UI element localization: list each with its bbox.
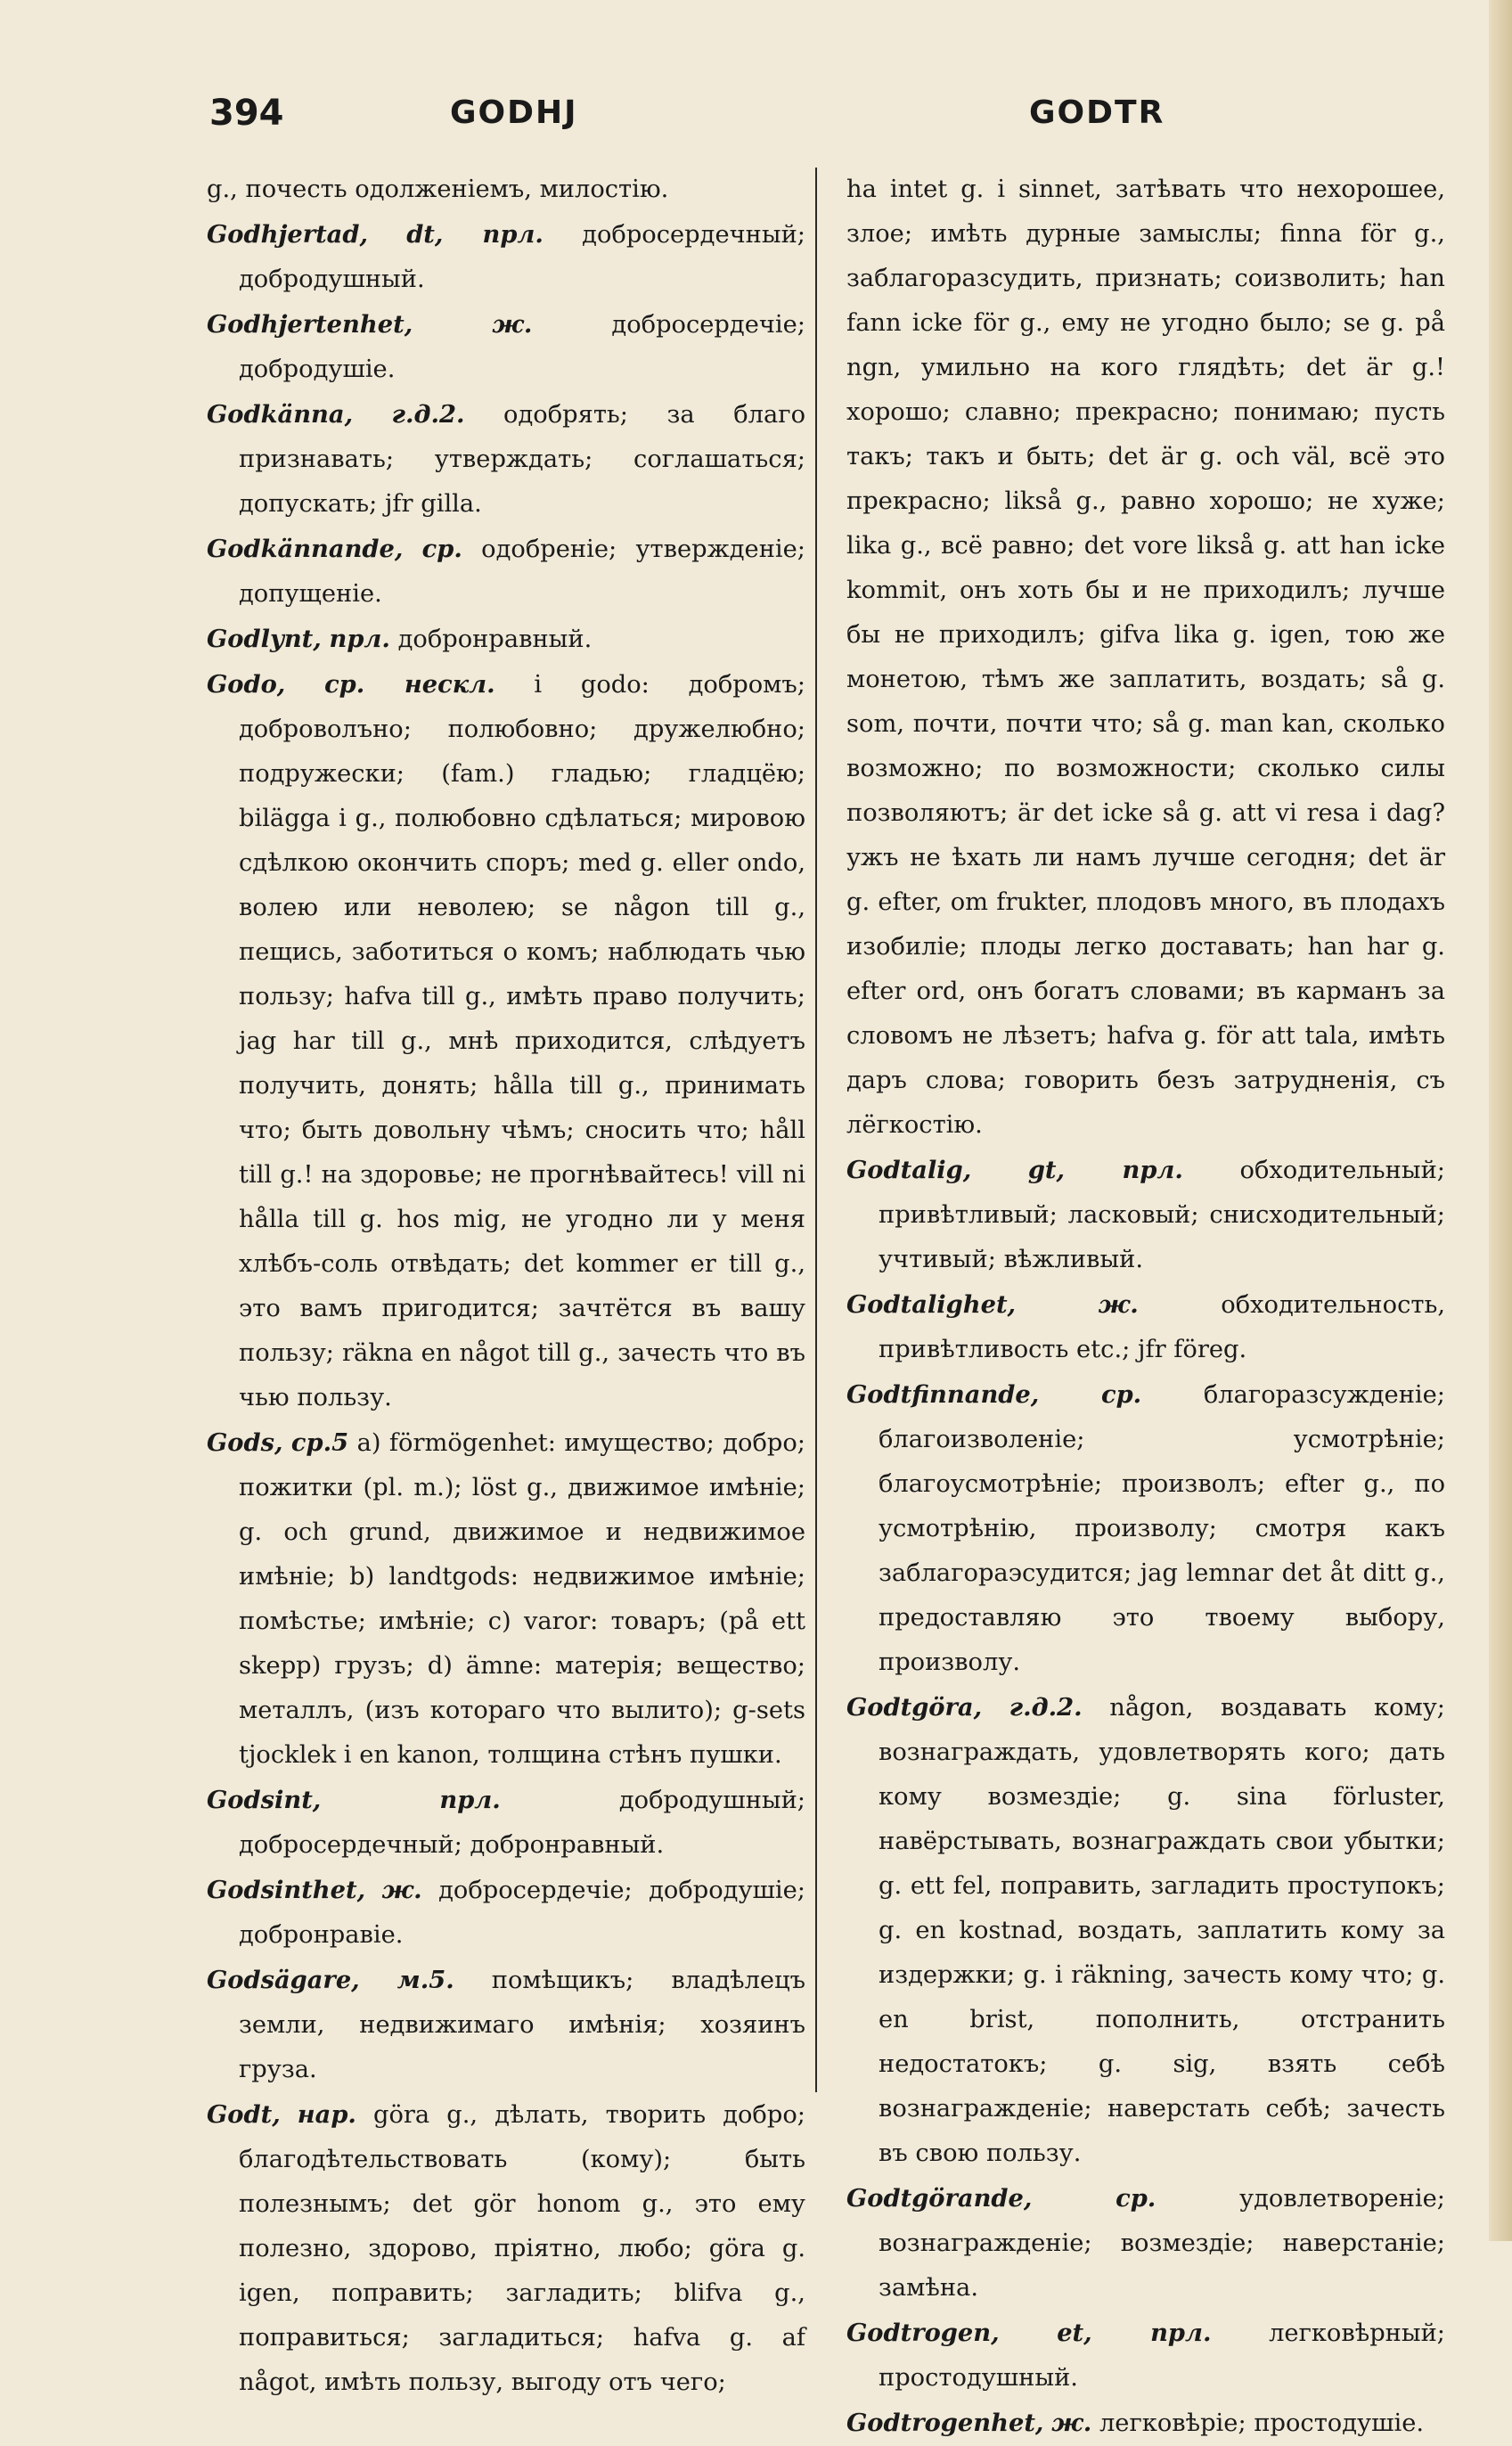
entry-definition: добродушный; добросердечный; добронравный. (239, 1787, 805, 1859)
entry-definition: добросердечный; добродушный. (239, 221, 805, 293)
entry-grammar: gt, прл. (1027, 1156, 1183, 1184)
entry-definition: добросердечіе; добродушіе; добронравіе. (239, 1877, 805, 1949)
dictionary-entry (207, 527, 805, 617)
dictionary-entry (846, 2176, 1445, 2311)
entry-grammar: прл. (439, 1786, 501, 1814)
page-edge (1489, 0, 1512, 2241)
entry-definition: i godo: добромъ; доброволъно; полюбовно; дружелюбно; подружески; (fam.) гладью; гладцёю; bilägga i g., полюбовно сдѣлаться; мировою сдѣлкою окончить споръ; med g. eller ondo, волею или неволею; se någon till g., пещись, заботиться о комъ; наблюдать чью пользу; hafva till g., имѣть право получить; jag har till g., мнѣ приходится, слѣдуетъ получить, донять; hålla till g., принимать что; быть довольну чѣмъ; сносить что; håll till g.! на здоровье; не прогнѣвайтесь! vill ni hålla till g. hos mig, не угодно ли у меня хлѣбъ-соль отвѣдать; det kommer er till g., это вамъ пригодится; зачтётся въ вашу пользу; räkna en något till g., зачесть что въ чью пользу. (239, 671, 805, 1411)
entry-definition: g., почесть одолженіемъ, милостію. (207, 176, 669, 203)
entry-headword: Godt, (207, 2100, 281, 2129)
entry-headword: Godtgörande, (846, 2184, 1033, 2213)
entry-grammar: г.д.2. (391, 400, 465, 429)
column-divider (815, 168, 817, 2092)
entry-headword: Godtrogen, (846, 2319, 1000, 2347)
dictionary-entry (207, 1420, 805, 1778)
entry-definition: одобреніе; утвержденіе; допущеніе. (239, 536, 805, 608)
entry-headword: Gods, (207, 1428, 283, 1457)
entry-grammar: ж. (1051, 2409, 1092, 2437)
entry-headword: Godtgöra, (846, 1693, 983, 1722)
entry-definition: обходительный; привѣтливый; ласковый; снисходительный; учтивый; вѣжливый. (879, 1157, 1445, 1273)
entry-headword: Godsägare, (207, 1966, 360, 1994)
entry-grammar: et, прл. (1057, 2319, 1212, 2347)
dictionary-entry (846, 1685, 1445, 2176)
dictionary-entry (207, 392, 805, 527)
entry-grammar: нар. (297, 2100, 356, 2129)
entry-definition: легковѣрный; простодушный. (879, 2319, 1445, 2392)
entry-headword: Godhjertenhet, (207, 310, 413, 339)
entry-headword: Godtalighet, (846, 1290, 1017, 1319)
entry-definition: göra g., дѣлать, творить добро; благодѣтельствовать (кому); быть полезнымъ; det gör honom g., это ему полезно, здорово, пріятно, любо; göra g. igen, поправить; загладить; blifva g., поправиться; загладиться; hafva g. af något, имѣть пользу, выгоду отъ чего; (239, 2101, 805, 2396)
dictionary-entry (846, 168, 1445, 1148)
entry-definition: a) förmögenhet: имущество; добро; пожитки (pl. m.); löst g., движимое имѣніе; g. och grund, движимое и недвижимое имѣніе; b) landtgods: недвижимое имѣніе; помѣстье; имѣніе; c) varor: товаръ; (på ett skepp) грузъ; d) ämne: матерія; вещество; металлъ, (изъ котораго что вылито); g-sets tjocklek i en kanon, толщина стѣнъ пушки. (239, 1429, 805, 1769)
entry-grammar: dt, прл. (406, 220, 544, 249)
entry-headword: Godhjertad, (207, 220, 368, 249)
entry-definition: помѣщикъ; владѣлецъ земли, недвижимаго имѣнія; хозяинъ груза. (239, 1967, 805, 2083)
entry-headword: Godkännande, (207, 535, 404, 563)
dictionary-entry (207, 1868, 805, 1958)
entry-definition: någon, воздавать кому; вознаграждать, удовлетворять кого; дать кому возмездіе; g. sina förluster, навёрстывать, вознаграждать свои убытки; g. ett fel, поправить, загладить проступокъ; g. en kostnad, воздать, заплатить кому за издержки; g. i räkning, зачесть кому что; g. en brist, пополнить, отстранить недостатокъ; g. sig, взять себѣ вознагражденіе; наверстать себѣ; зачесть въ свою пользу. (879, 1694, 1445, 2167)
right-column (846, 168, 1445, 2446)
dictionary-entry (846, 1282, 1445, 1372)
entry-definition: удовлетвореніе; вознагражденіе; возмездіе; наверстаніе; замѣна. (879, 2185, 1445, 2302)
entry-grammar: ж. (492, 310, 533, 339)
entry-grammar: ср. (1100, 1380, 1142, 1409)
entry-headword: Godkänna, (207, 400, 354, 429)
entry-grammar: ж. (1098, 1290, 1139, 1319)
dictionary-entry (207, 1958, 805, 2092)
entry-grammar: ср. нескл. (324, 670, 495, 699)
left-guide-word: GODHJ (450, 94, 578, 131)
page-number: 394 (209, 93, 284, 134)
dictionary-entry (846, 2311, 1445, 2401)
entry-headword: Godo, (207, 670, 286, 699)
dictionary-entry (846, 2401, 1445, 2446)
entry-definition: легковѣріе; простодушіе. (1099, 2409, 1425, 2437)
dictionary-entry (207, 662, 805, 1420)
entry-grammar: м.5. (396, 1966, 454, 1994)
entry-grammar: ср.5 (290, 1428, 349, 1457)
dictionary-entry (207, 2092, 805, 2405)
entry-headword: Godsint, (207, 1786, 322, 1814)
entry-grammar: ср. (1116, 2184, 1156, 2213)
entry-definition: добронравный. (397, 626, 593, 653)
entry-grammar: ср. (421, 535, 462, 563)
dictionary-entry (207, 1778, 805, 1868)
dictionary-entry (207, 212, 805, 302)
right-guide-word: GODTR (1029, 94, 1165, 131)
dictionary-entry (846, 1148, 1445, 1282)
entry-definition: добросердечіе; добродушіе. (239, 311, 805, 383)
entry-definition: одобрять; за благо признавать; утверждать; соглашаться; допускать; jfr gilla. (239, 401, 806, 518)
dictionary-entry (207, 168, 805, 212)
entry-headword: Godlynt, (207, 625, 322, 653)
left-column (207, 168, 805, 2405)
entry-headword: Godtfinnande, (846, 1380, 1040, 1409)
dictionary-entry (207, 302, 805, 392)
entry-grammar: г.д.2. (1009, 1693, 1083, 1722)
dictionary-entry (846, 1372, 1445, 1685)
entry-definition: обходительность, привѣтливость etc.; jfr föreg. (879, 1291, 1445, 1363)
entry-grammar: ж. (381, 1876, 422, 1904)
entry-headword: Godtrogenhet, (846, 2409, 1044, 2437)
entry-definition: ha intet g. i sinnet, затѣвать что нехорошее, злое; имѣть дурные замыслы; finna för g., заблагоразсудить, признать; соизволить; han fann icke för g., ему не угодно было; se g. på ngn, умильно на кого глядѣть; det är g.! хорошо; славно; прекрасно; понимаю; пусть такъ; такъ и быть; det är g. och väl, всё это прекрасно; likså g., равно хорошо; не хуже; lika g., всё равно; det vore likså g. att han icke kommit, онъ хоть бы и не приходилъ; лучше бы не приходилъ; gifva lika g. igen, тою же монетою, тѣмъ же заплатить, воздать; så g. som, почти, почти что; så g. man kan, сколько возможно; по возможности; сколько силы позволяютъ; är det icke så g. att vi resa i dag? ужъ не ѣхать ли намъ лучше сегодня; det är g. efter, om frukter, плодовъ много, въ плодахъ изобиліе; плоды легко доставать; han har g. efter ord, онъ богатъ словами; въ карманъ за словомъ не лѣзетъ; hafva g. för att tala, имѣть даръ слова; говорить безъ затрудненія, съ лёгкостію. (846, 176, 1445, 1139)
entry-grammar: прл. (329, 625, 390, 653)
entry-definition: благоразсужденіе; благоизволеніе; усмотрѣніе; благоусмотрѣніе; произволъ; efter g., по усмотрѣнію, произволу; смотря какъ заблагораэсудится; jag lemnar det åt ditt g., предоставляю это твоему выбору, произволу. (879, 1381, 1445, 1676)
entry-headword: Godtalig, (846, 1156, 972, 1184)
entry-headword: Godsinthet, (207, 1876, 366, 1904)
running-head (209, 93, 1448, 146)
dictionary-entry (207, 617, 805, 662)
